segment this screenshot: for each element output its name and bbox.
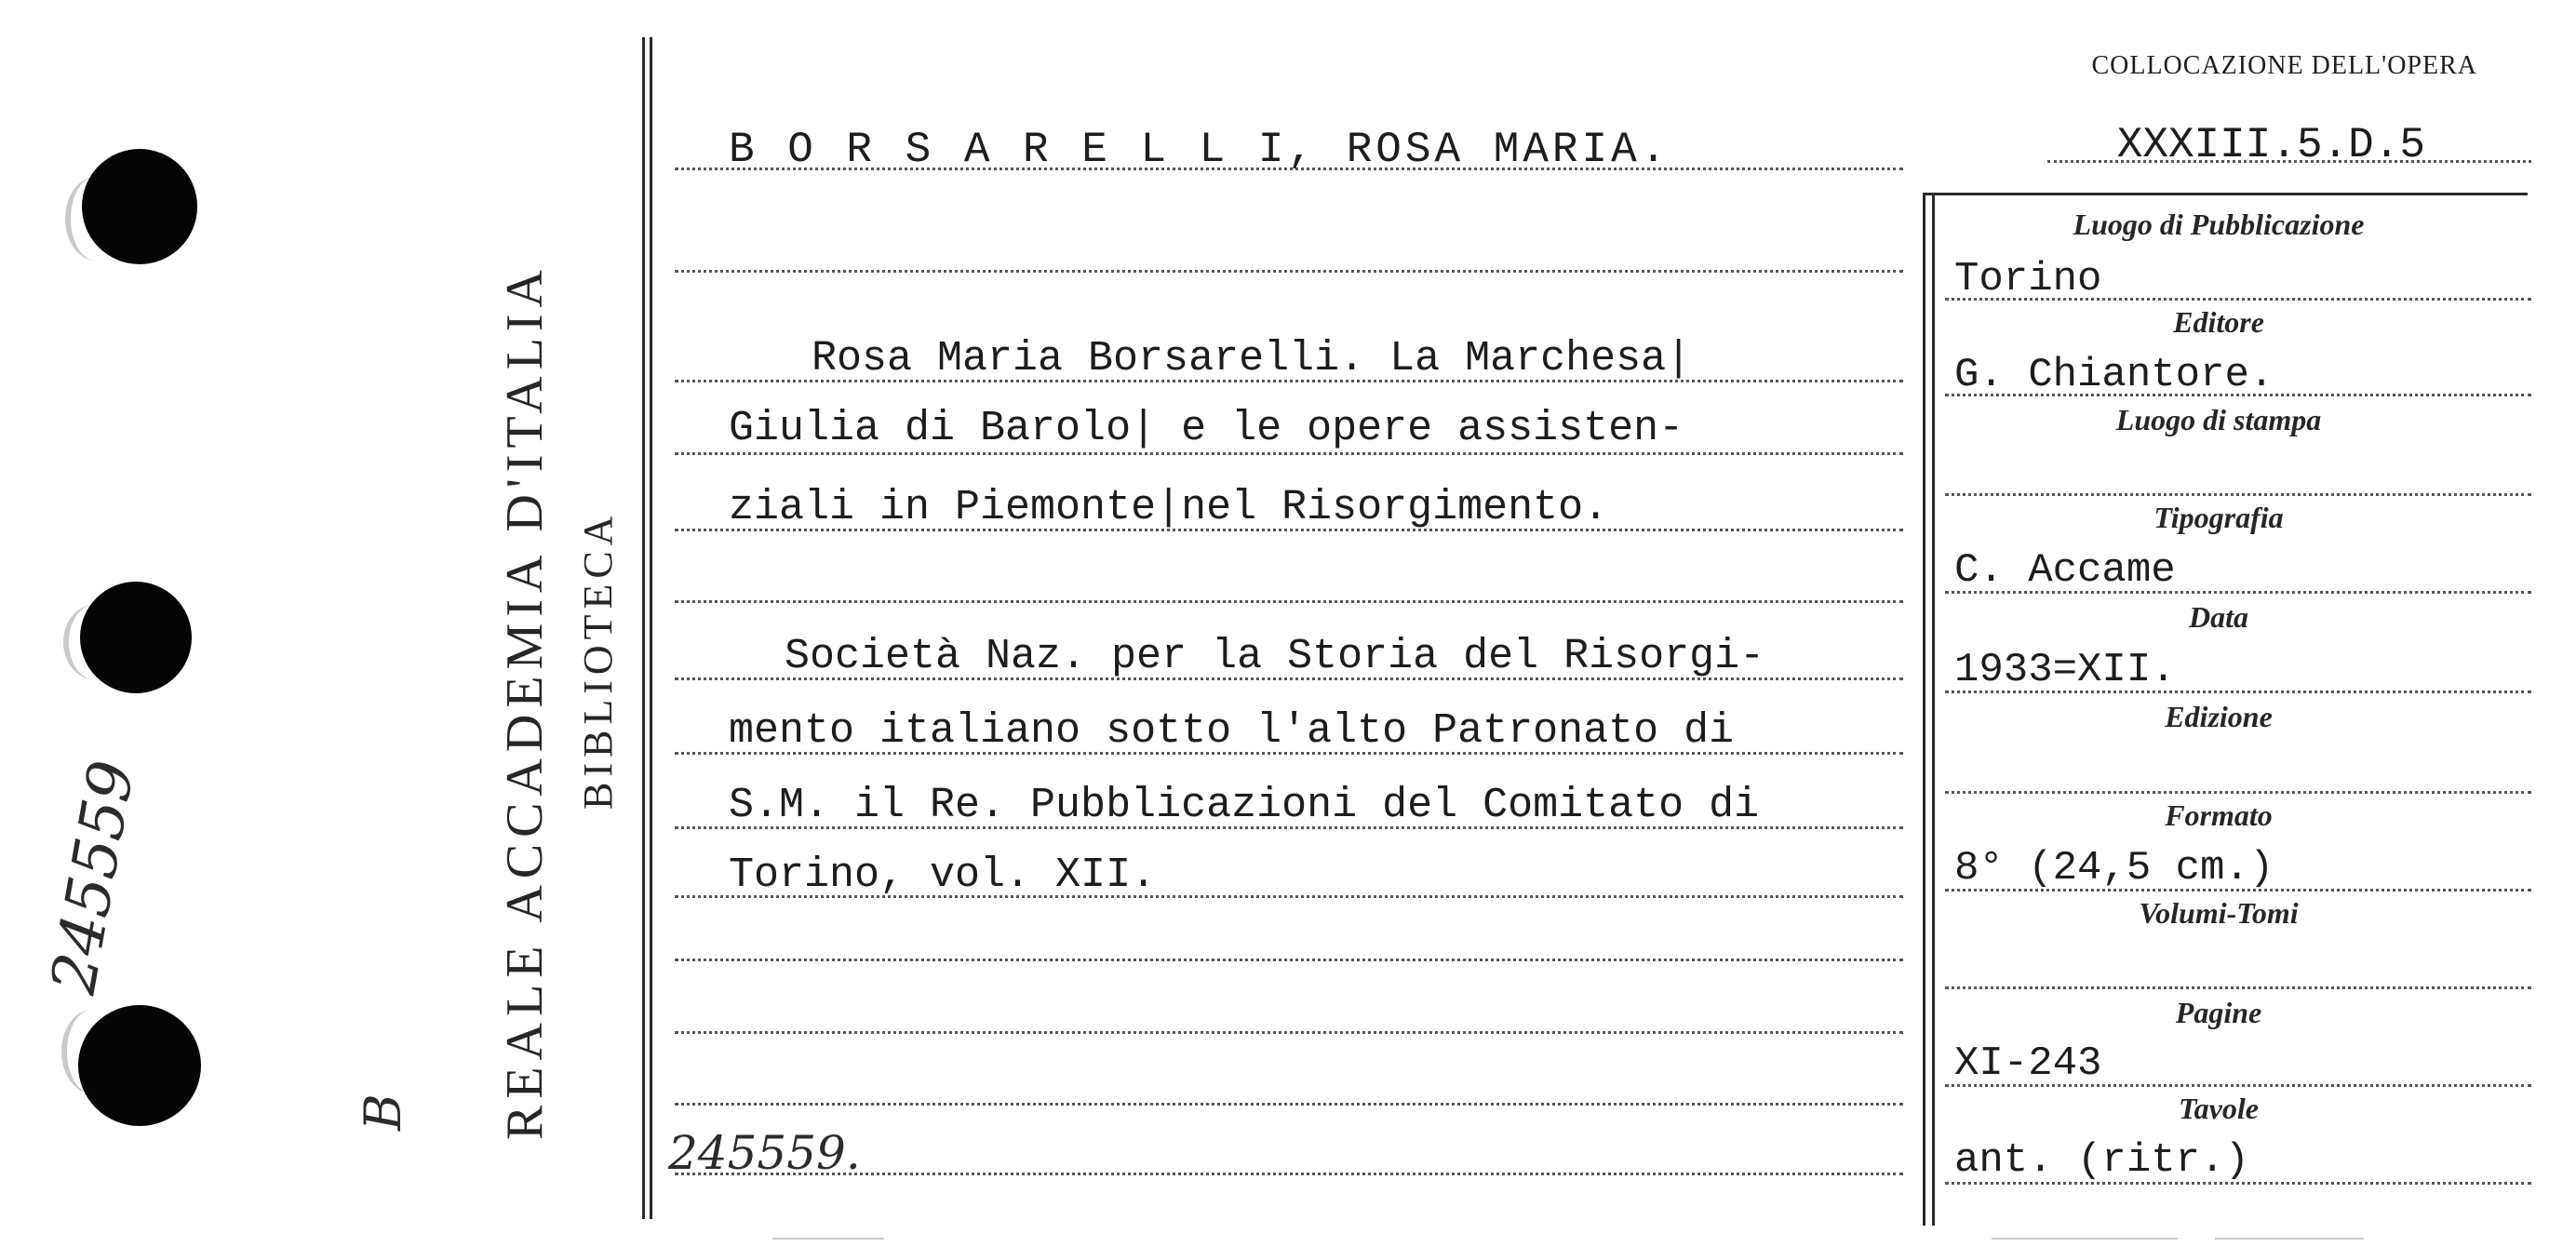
dotted-rule [675,452,1903,455]
margin-rule [642,37,645,1219]
dotted-rule [675,959,1903,961]
value-data: 1933=XII. [1954,647,2176,693]
dotted-rule [1945,889,2531,892]
title-line: Rosa Maria Borsarelli. La Marchesa| [812,335,1692,382]
value-tavole: ant. (ritr.) [1954,1137,2249,1184]
author-name: B O R S A R E L L I, ROSA MARIA. [729,126,1670,174]
smudge-mark [65,177,127,261]
dotted-rule [1945,493,2531,496]
dotted-rule [1945,691,2531,693]
dotted-rule [675,895,1903,898]
label-volumi-tomi: Volumi-Tomi [2139,896,2299,930]
institution-name: REALE ACCADEMIA D'ITALIA [496,263,554,1140]
value-pagine: XI-243 [1954,1040,2102,1087]
label-tavole: Tavole [2179,1092,2259,1125]
dotted-rule [1945,791,2531,794]
dotted-rule [2047,160,2531,163]
dotted-rule [675,529,1903,531]
dotted-rule [1945,591,2531,594]
label-edizione: Edizione [2165,700,2273,733]
value-formato: 8° (24,5 cm.) [1954,845,2274,892]
label-formato: Formato [2165,798,2273,832]
dotted-rule [675,1103,1903,1106]
dotted-rule [675,380,1903,382]
value-luogo-pubblicazione: Torino [1954,256,2102,302]
dotted-rule [675,600,1903,603]
collocation-number: XXXIII.5.D.5 [2116,121,2425,169]
dotted-rule [675,1031,1903,1034]
series-line: mento italiano sotto l'alto Patronato di [729,707,1735,755]
dotted-rule [675,1173,1903,1175]
series-line: Società Naz. per la Storia del Risorgi- [785,633,1765,680]
title-line: ziali in Piemonte|nel Risorgimento. [729,484,1609,531]
title-line: Giulia di Barolo| e le opere assisten- [729,405,1684,452]
inventory-number: 245559. [668,1126,861,1180]
details-panel-rule [1923,193,1925,1226]
label-pagine: Pagine [2175,996,2262,1029]
dotted-rule [675,752,1903,755]
smudge-mark [61,1010,123,1093]
series-line: Torino, vol. XII. [729,851,1157,899]
label-luogo-pubblicazione: Luogo di Pubblicazione [2073,208,2365,241]
value-editore: G. Chiantore. [1954,352,2274,398]
dotted-rule [675,677,1903,680]
dotted-rule [1945,986,2531,989]
dotted-rule [675,168,1903,170]
handwritten-mark: B [354,1093,412,1131]
smudge-mark [63,605,125,679]
smudge-mark [1992,1238,2178,1240]
dotted-rule [1945,298,2531,301]
smudge-mark [772,1238,884,1240]
series-line: S.M. il Re. Pubblicazioni del Comitato di [729,782,1760,829]
department-name: BIBLIOTECA [575,510,621,810]
dotted-rule [1945,1182,2531,1185]
dotted-rule [1945,1084,2531,1087]
smudge-mark [2215,1238,2364,1240]
label-tipografia: Tipografia [2153,501,2284,534]
label-editore: Editore [2173,305,2264,339]
dotted-rule [675,270,1903,273]
label-data: Data [2189,600,2248,634]
dotted-rule [1945,394,2531,396]
details-panel-top-rule [1923,193,2528,195]
dotted-rule [675,826,1903,829]
label-luogo-stampa: Luogo di stampa [2115,403,2322,436]
margin-rule [650,37,652,1219]
collocation-header: COLLOCAZIONE DELL'OPERA [2091,51,2477,80]
handwritten-number: 245559 [37,755,149,999]
value-tipografia: C. Accame [1954,547,2176,594]
